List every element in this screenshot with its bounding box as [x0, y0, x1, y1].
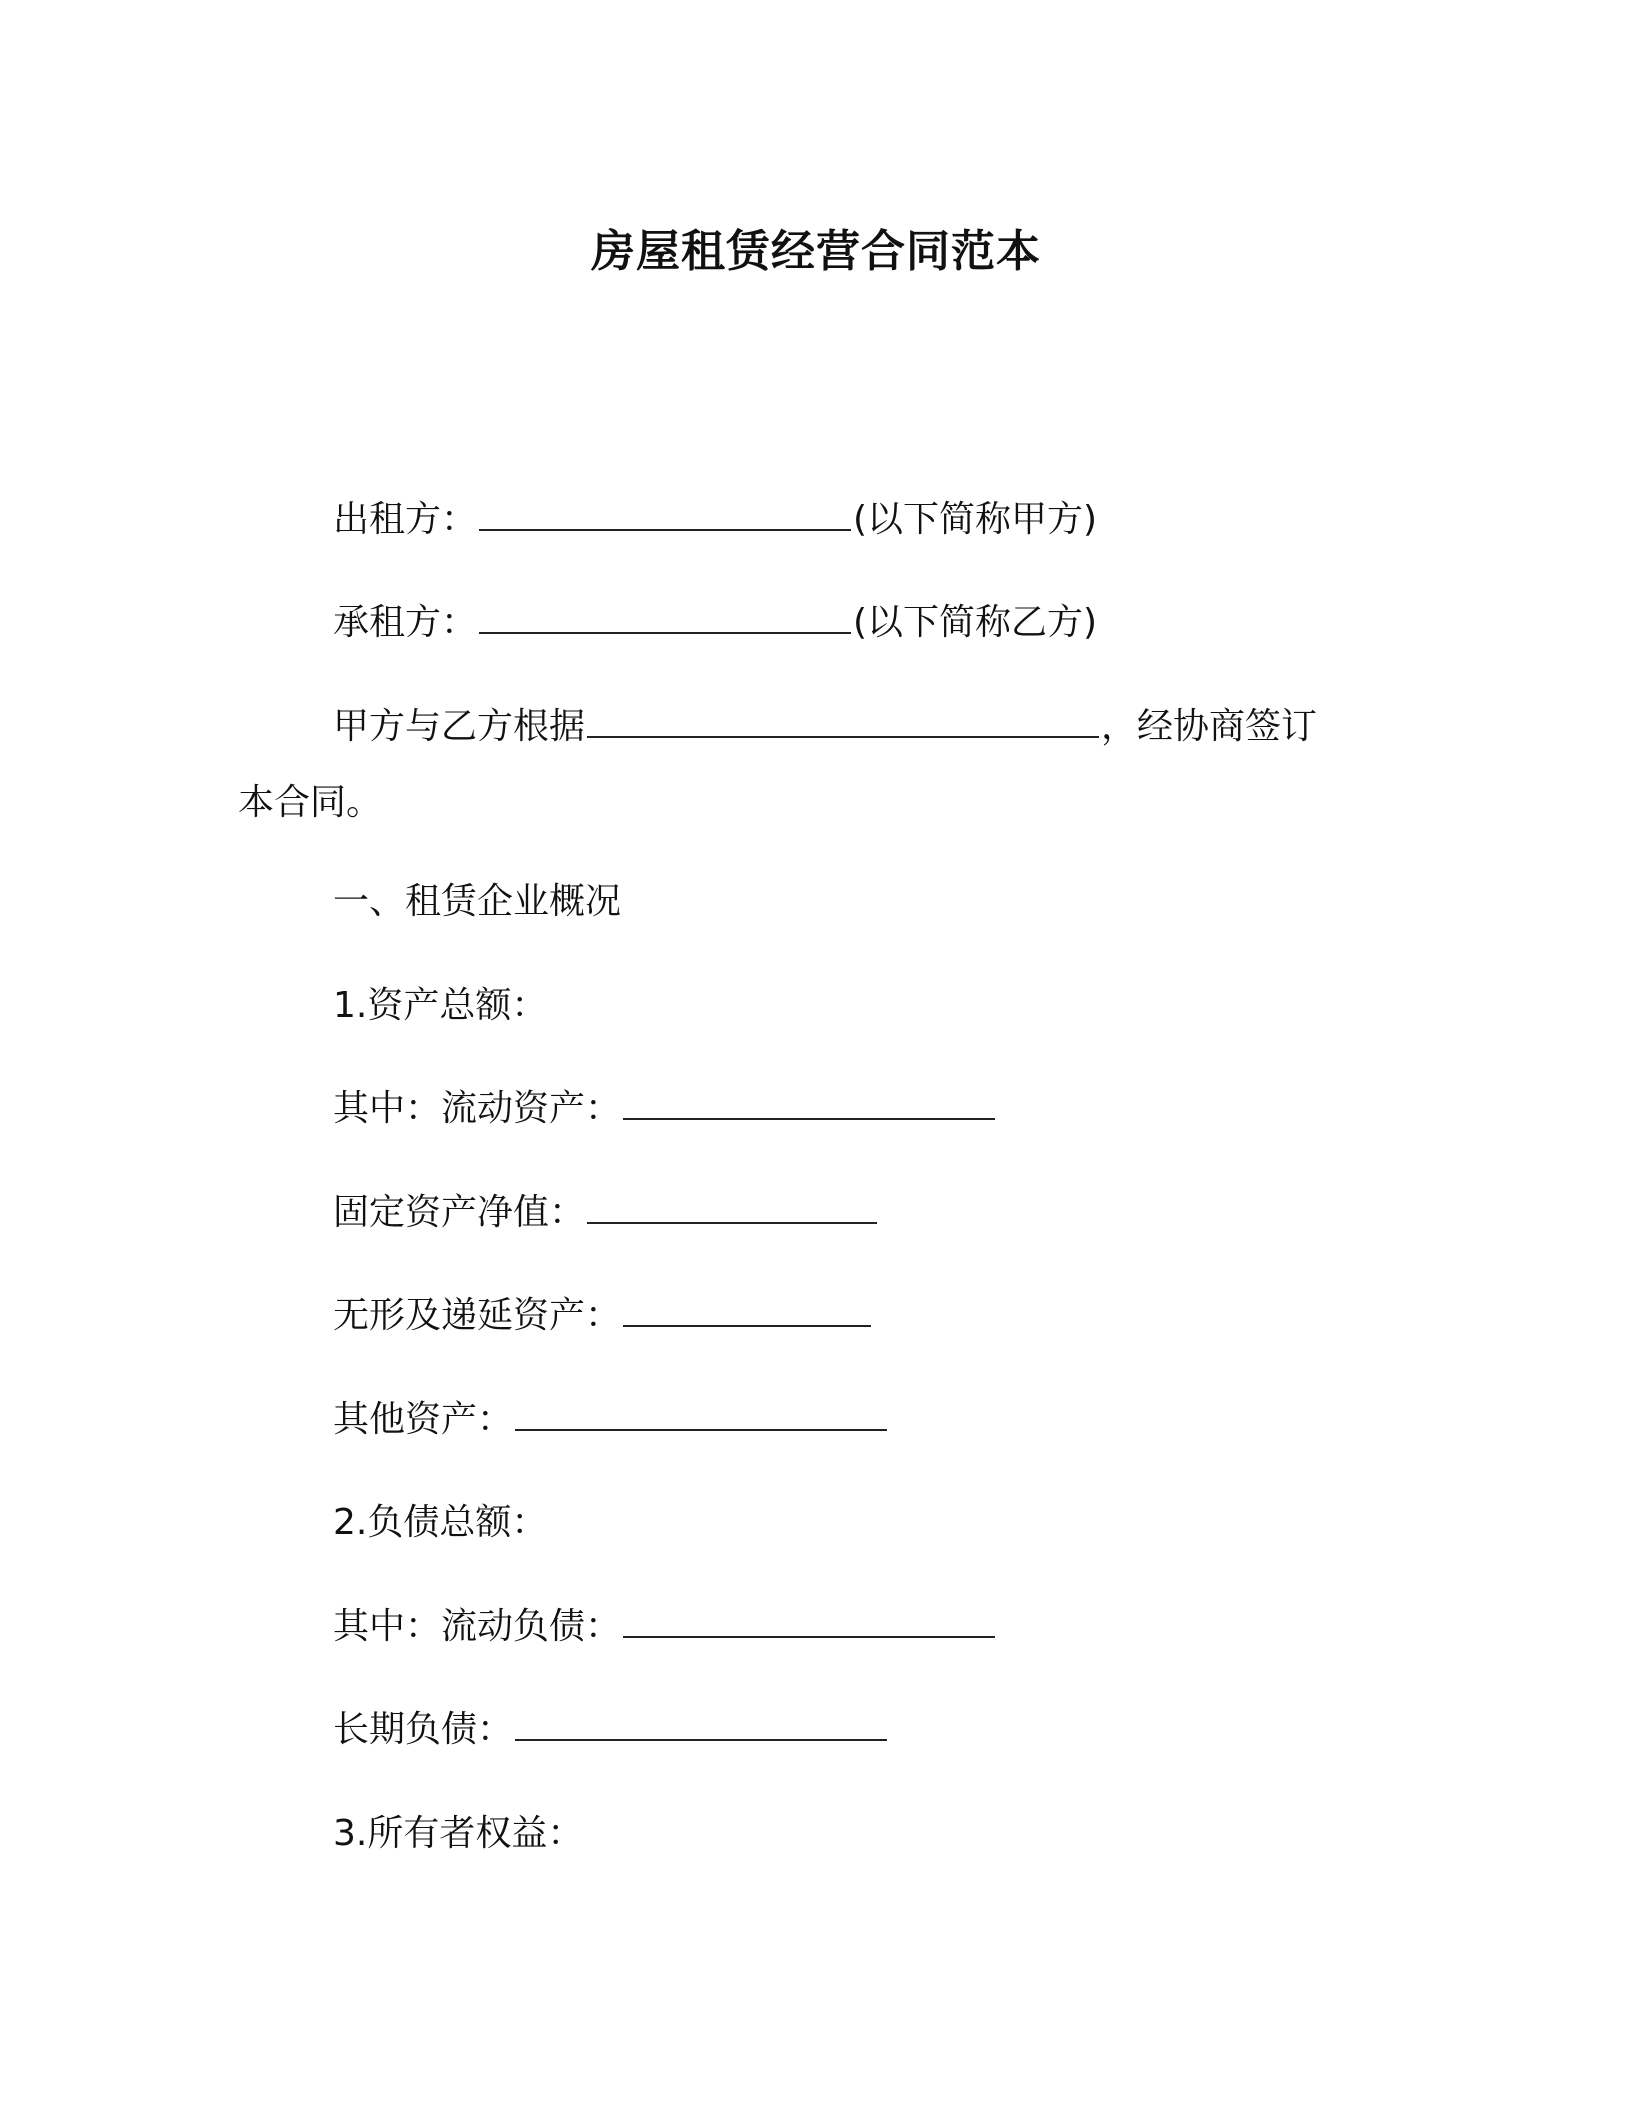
longterm-liabilities-blank[interactable] — [515, 1705, 887, 1741]
fixed-assets-blank[interactable] — [587, 1188, 877, 1224]
lessee-blank[interactable] — [479, 598, 851, 634]
equity-heading: 3.所有者权益： — [333, 1813, 584, 1854]
lessor-suffix: (以下简称甲方) — [853, 499, 1098, 540]
current-assets-label: 其中：流动资产： — [333, 1088, 622, 1129]
lessor-blank[interactable] — [479, 495, 851, 531]
preamble-prefix: 甲方与乙方根据 — [333, 706, 586, 747]
lessor-label: 出租方： — [333, 499, 478, 540]
lessor-line — [333, 495, 1097, 545]
lessee-label: 承租方： — [333, 602, 478, 643]
assets-heading: 1.资产总额： — [333, 985, 548, 1026]
other-assets-label: 其他资产： — [333, 1399, 514, 1440]
lessee-line — [333, 598, 1097, 648]
preamble-basis-blank[interactable] — [587, 702, 1099, 738]
document-title: 房屋租赁经营合同范本 — [591, 226, 1041, 277]
current-assets-blank[interactable] — [623, 1084, 995, 1120]
other-assets-blank[interactable] — [515, 1395, 887, 1431]
other-assets-line — [333, 1395, 889, 1445]
fixed-assets-line — [333, 1188, 879, 1238]
lessee-suffix: (以下简称乙方) — [853, 602, 1098, 643]
current-liabilities-line — [333, 1602, 997, 1652]
section1-heading: 一、租赁企业概况 — [333, 881, 622, 922]
current-liabilities-blank[interactable] — [623, 1602, 995, 1638]
intangible-assets-line — [333, 1291, 873, 1341]
preamble-suffix: ，经协商签订 — [1101, 706, 1318, 747]
fixed-assets-label: 固定资产净值： — [333, 1192, 586, 1233]
intangible-assets-blank[interactable] — [623, 1291, 871, 1327]
current-assets-line — [333, 1084, 997, 1134]
liabilities-heading: 2.负债总额： — [333, 1502, 548, 1543]
intangible-assets-label: 无形及递延资产： — [333, 1295, 622, 1336]
preamble-line — [333, 702, 1317, 752]
current-liabilities-label: 其中：流动负债： — [333, 1606, 622, 1647]
preamble-continuation: 本合同。 — [238, 782, 383, 823]
longterm-liabilities-line — [333, 1705, 889, 1755]
longterm-liabilities-label: 长期负债： — [333, 1709, 514, 1750]
